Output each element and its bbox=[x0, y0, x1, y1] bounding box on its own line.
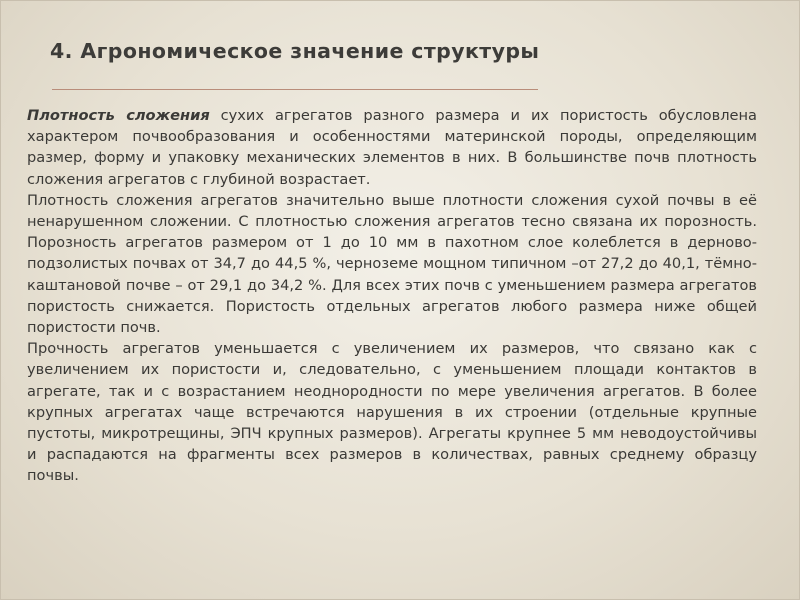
paragraph-text: сухих агрегатов разного размера и их пористость обусловлена характером почвообразования и особенностями материнской породы, определяющим размер, форму и упаковку механических элементов в них. В большинстве почв плотность сложения агрегатов с глубиной возрастает. bbox=[27, 107, 757, 188]
slide-title: 4. Агрономическое значение структуры bbox=[50, 39, 540, 63]
paragraph-strength: Прочность агрегатов уменьшается с увеличением их размеров, что связано как с увеличением их пористости и, следовательно, с уменьшением площади контактов в агрегате, так и с возрастанием неоднородности по мере увеличения агрегатов. В более крупных агрегатах чаще встречаются нарушения в их строении (отдельные крупные пустоты, микротрещины, ЭПЧ крупных размеров). Агрегаты крупнее 5 мм неводоустойчивы и распадаются на фрагменты всех размеров в количествах, равных среднему образцу почвы. bbox=[27, 340, 757, 485]
term-highlight: Плотность сложения bbox=[27, 107, 210, 124]
title-divider bbox=[52, 89, 538, 90]
paragraph-density bbox=[27, 105, 757, 190]
slide-body bbox=[27, 105, 757, 487]
paragraph-porosity: Плотность сложения агрегатов значительно выше плотности сложения сухой почвы в её ненарушенном сложении. С плотностью сложения агрегатов тесно связана их порозность. Порозность агрегатов размером от 1 до 10 мм в пахотном слое колеблется в дерново-подзолистых почвах от 34,7 до 44,5 %, черноземе мощном типичном –от 27,2 до 40,1, тёмно-каштановой почве – от 29,1 до 34,2 %. Для всех этих почв с уменьшением размера агрегатов пористость снижается. Пористость отдельных агрегатов любого размера ниже общей пористости почв. bbox=[27, 191, 757, 337]
